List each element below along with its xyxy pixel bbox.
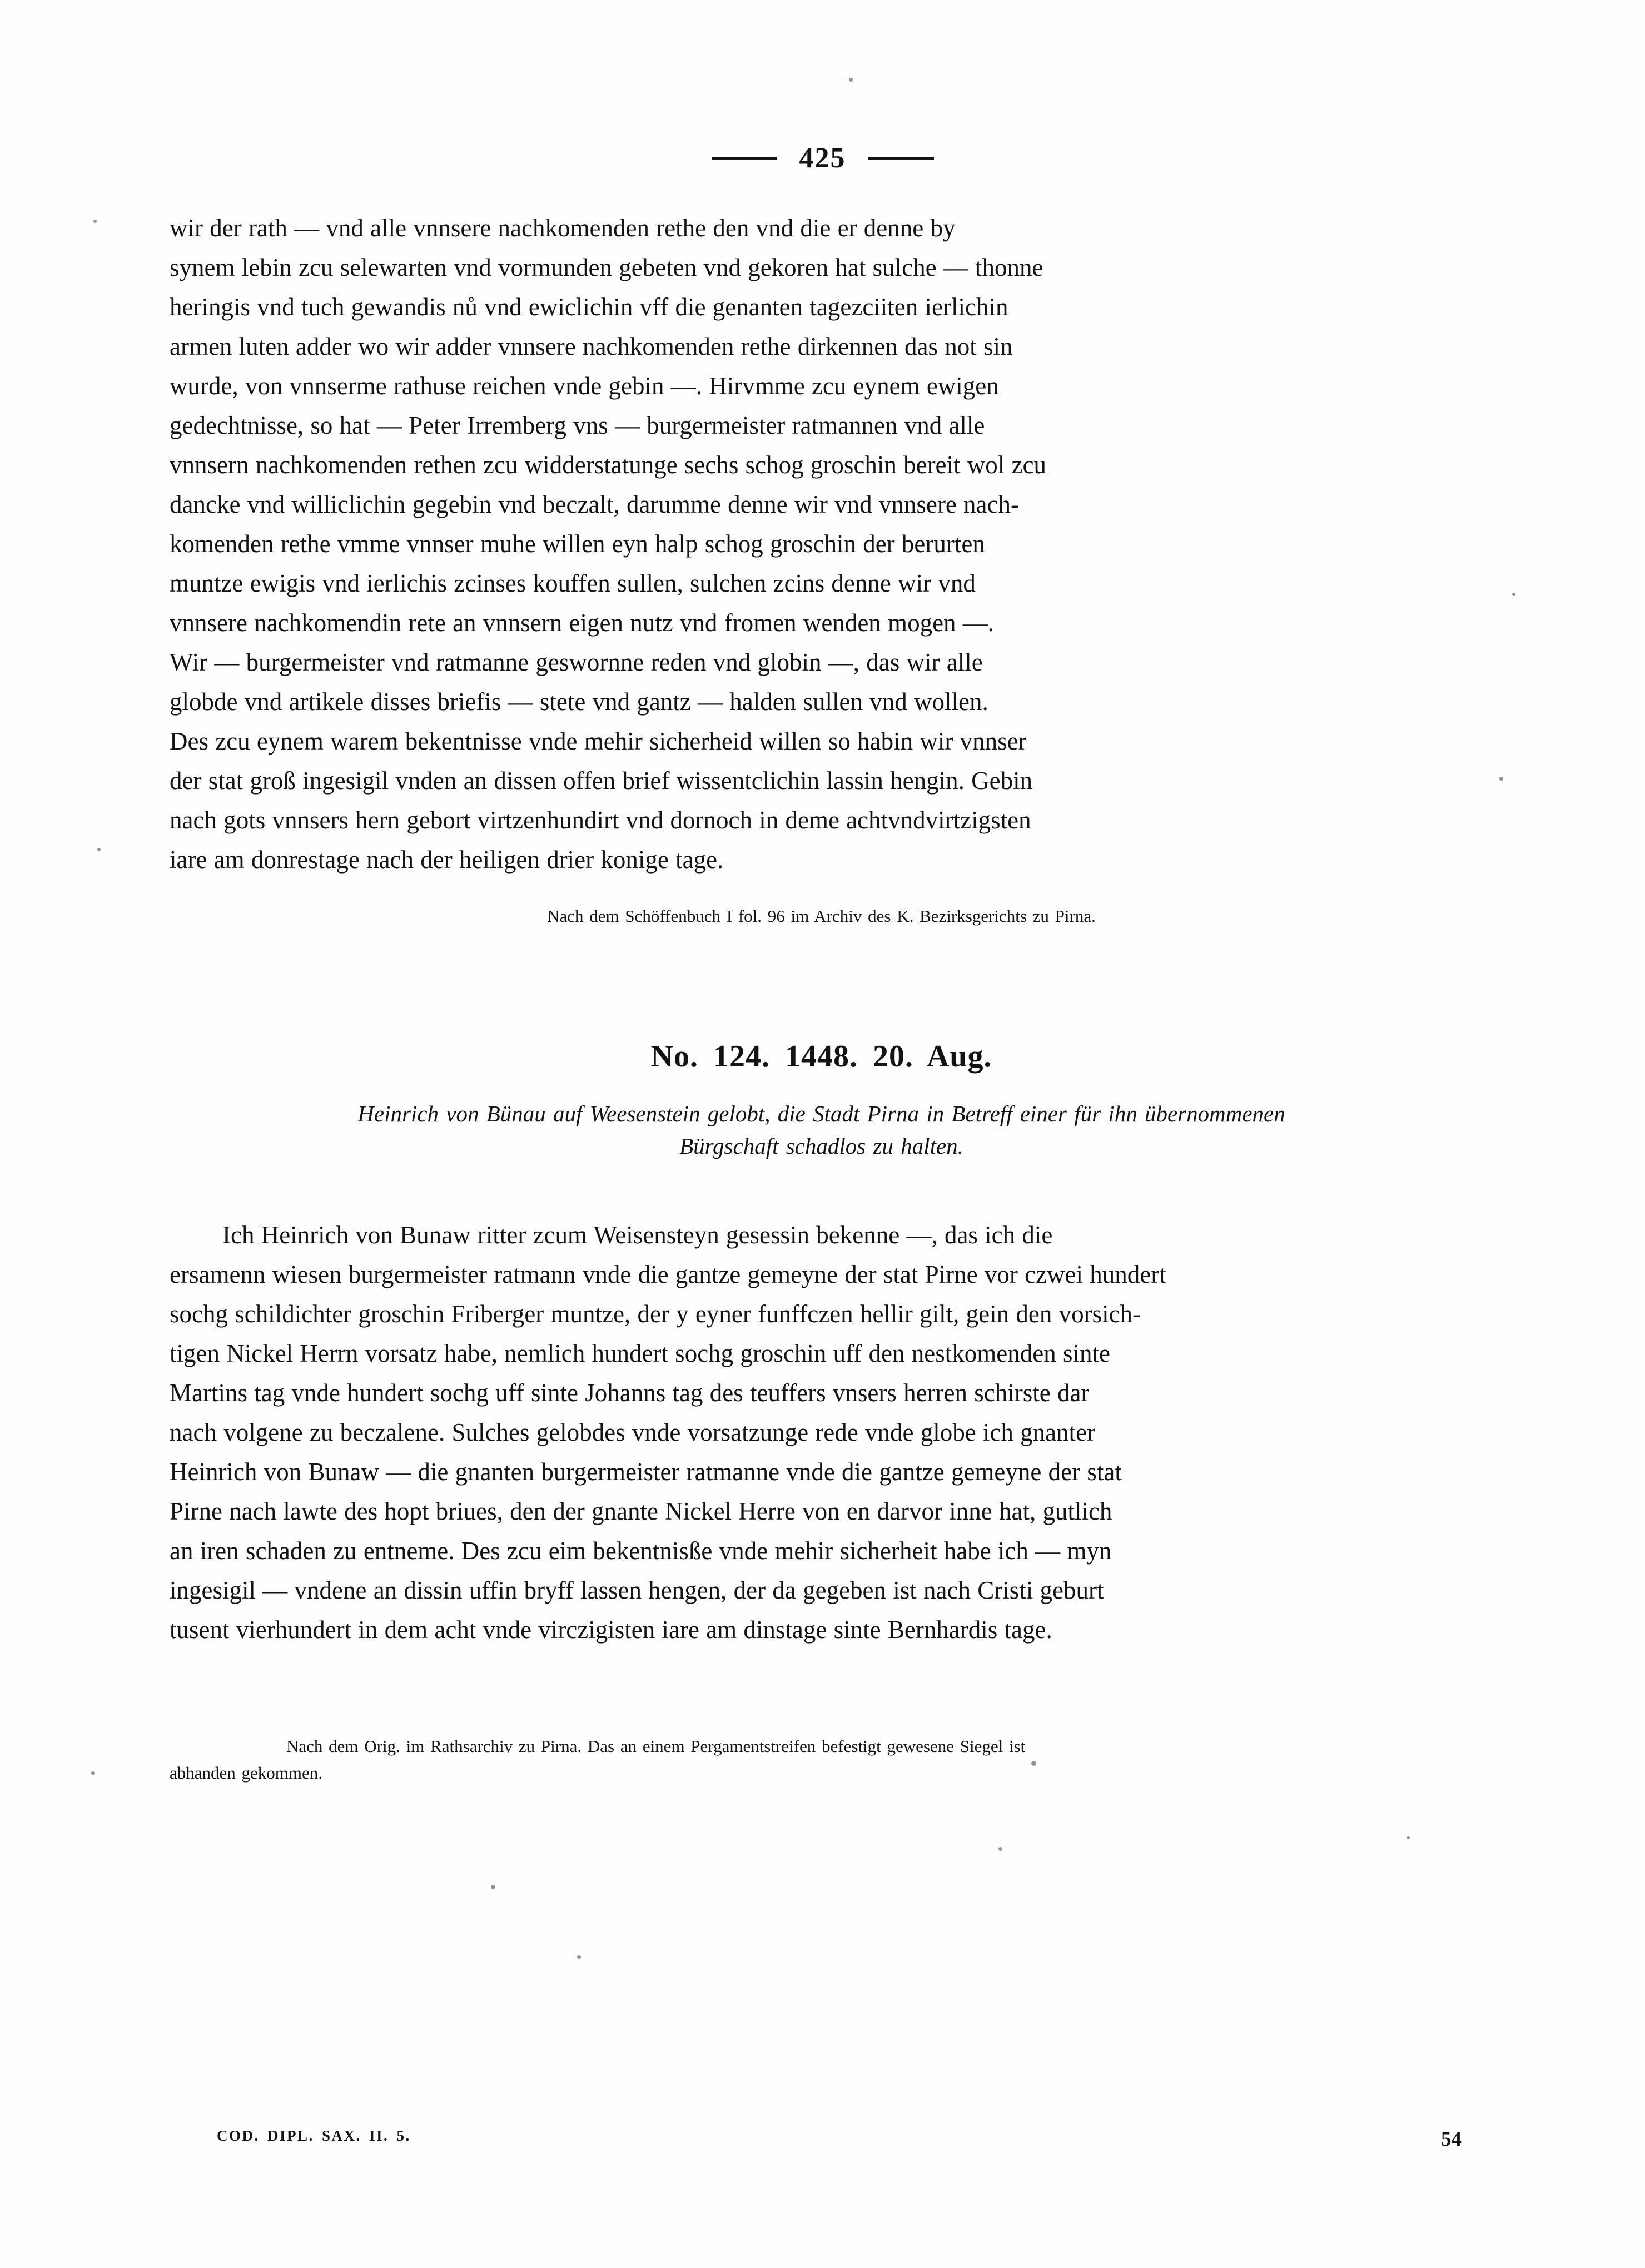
body-line: an iren schaden zu entneme. Des zcu eim bekentnisße vnde mehir sicherheit habe ich — myn	[170, 1537, 1112, 1565]
body-line: gedechtnisse, so hat — Peter Irremberg vns — burgermeister ratmannen vnd alle	[170, 411, 985, 439]
type-block	[170, 209, 1473, 1786]
page-number: 425	[799, 142, 846, 174]
regest-line: Heinrich von Bünau auf Weesenstein gelobt, die Stadt Pirna in Betreff einer für ihn übernommenen	[357, 1101, 1285, 1126]
body-line: Pirne nach lawte des hopt briues, den der gnante Nickel Herre von en darvor inne hat, gutlich	[170, 1497, 1112, 1525]
body-line: wir der rath — vnd alle vnnsere nachkomenden rethe den vnd die er denne by	[170, 214, 956, 242]
body-line: wurde, von vnnserme rathuse reichen vnde gebin —. Hirvmme zcu eynem ewigen	[170, 372, 999, 400]
charter-previous-body	[170, 209, 1473, 880]
scan-speck	[849, 78, 853, 82]
body-line: tigen Nickel Herrn vorsatz habe, nemlich hundert sochg groschin uff den nestkomenden sinte	[170, 1339, 1110, 1367]
footer-signature-number: 54	[1441, 2128, 1462, 2151]
scan-speck	[1407, 1836, 1410, 1839]
body-line: ingesigil — vndene an dissin uffin bryff lassen hengen, der da gegeben ist nach Cristi geburt	[170, 1576, 1104, 1604]
body-line: Heinrich von Bunaw — die gnanten burgermeister ratmanne vnde die gantze gemeyne der stat	[170, 1458, 1122, 1486]
body-line: komenden rethe vmme vnnser muhe willen eyn halp schog groschin der berurten	[170, 530, 985, 558]
body-line: globde vnd artikele disses briefis — stete vnd gantz — halden sullen vnd wollen.	[170, 688, 988, 716]
body-line: sochg schildichter groschin Friberger muntze, der y eyner funffczen hellir gilt, gein den vorsich-	[170, 1300, 1141, 1328]
body-line: ersamenn wiesen burgermeister ratmann vnde die gantze gemeyne der stat Pirne vor czwei hundert	[170, 1260, 1166, 1288]
body-line: synem lebin zcu selewarten vnd vormunden gebeten vnd gekoren hat sulche — thonne	[170, 254, 1043, 281]
body-line: vnnsern nachkomenden rethen zcu widderstatunge sechs schog groschin bereit wol zcu	[170, 451, 1046, 479]
body-line: nach gots vnnsers hern gebort virtzenhundirt vnd dornoch in deme achtvndvirtzigsten	[170, 806, 1031, 834]
header-rule-right	[868, 157, 934, 160]
body-line: Des zcu eynem warem bekentnisse vnde mehir sicherheid willen so habin wir vnnser	[170, 727, 1027, 755]
body-line: iare am donrestage nach der heiligen drier konige tage.	[170, 846, 724, 874]
scan-speck	[998, 1847, 1002, 1851]
document-heading: No. 124. 1448. 20. Aug.	[650, 1039, 992, 1074]
source-note-text: Nach dem Schöffenbuch I fol. 96 im Archiv des K. Bezirksgerichts zu Pirna.	[547, 906, 1096, 926]
body-line: Martins tag vnde hundert sochg uff sinte Johanns tag des teuffers vnsers herren schirste dar	[170, 1379, 1090, 1407]
scan-speck	[91, 1771, 95, 1775]
body-line: armen luten adder wo wir adder vnnsere nachkomenden rethe dirkennen das not sin	[170, 332, 1013, 360]
scan-speck	[577, 1955, 581, 1959]
body-line: dancke vnd williclichin gegebin vnd beczalt, darumme denne wir vnd vnnsere nach-	[170, 490, 1019, 518]
scan-speck	[491, 1885, 495, 1889]
body-line: heringis vnd tuch gewandis nů vnd ewiclichin vff die genanten tagezciiten ierlichin	[170, 293, 1008, 321]
running-head	[0, 142, 1645, 175]
body-line: Wir — burgermeister vnd ratmanne geswornne reden vnd globin —, das wir alle	[170, 648, 983, 676]
scan-speck	[1512, 593, 1515, 596]
source-note-124	[170, 1733, 1473, 1786]
body-line: der stat groß ingesigil vnden an dissen offen brief wissentclichin lassin hengin. Gebin	[170, 767, 1033, 795]
body-line: muntze ewigis vnd ierlichis zcinses kouffen sullen, sulchen zcins denne wir vnd	[170, 569, 976, 597]
document-regest	[170, 1098, 1473, 1162]
source-note-previous	[170, 903, 1473, 930]
body-line: nach volgene zu beczalene. Sulches gelobdes vnde vorsatzunge rede vnde globe ich gnanter	[170, 1418, 1096, 1446]
charter-124-body	[170, 1215, 1473, 1650]
scan-speck	[93, 220, 97, 223]
regest-line: Bürgschaft schadlos zu halten.	[679, 1133, 963, 1159]
body-line: vnnsere nachkomendin rete an vnnsern eigen nutz vnd fromen wenden mogen —.	[170, 609, 995, 637]
footer-imprint: COD. DIPL. SAX. II. 5.	[217, 2127, 411, 2144]
body-line: tusent vierhundert in dem acht vnde virczigisten iare am dinstage sinte Bernhardis tage.	[170, 1616, 1052, 1644]
scan-speck	[1499, 777, 1503, 781]
source-note-text: Nach dem Orig. im Rathsarchiv zu Pirna. Das an einem Pergamentstreifen befestigt gewesene Siegel ist	[286, 1736, 1026, 1756]
source-note-text: abhanden gekommen.	[170, 1763, 323, 1783]
scan-speck	[97, 848, 101, 851]
body-line: Ich Heinrich von Bunaw ritter zcum Weisensteyn gesessin bekenne —, das ich die	[222, 1221, 1053, 1249]
header-rule-left	[712, 157, 777, 160]
